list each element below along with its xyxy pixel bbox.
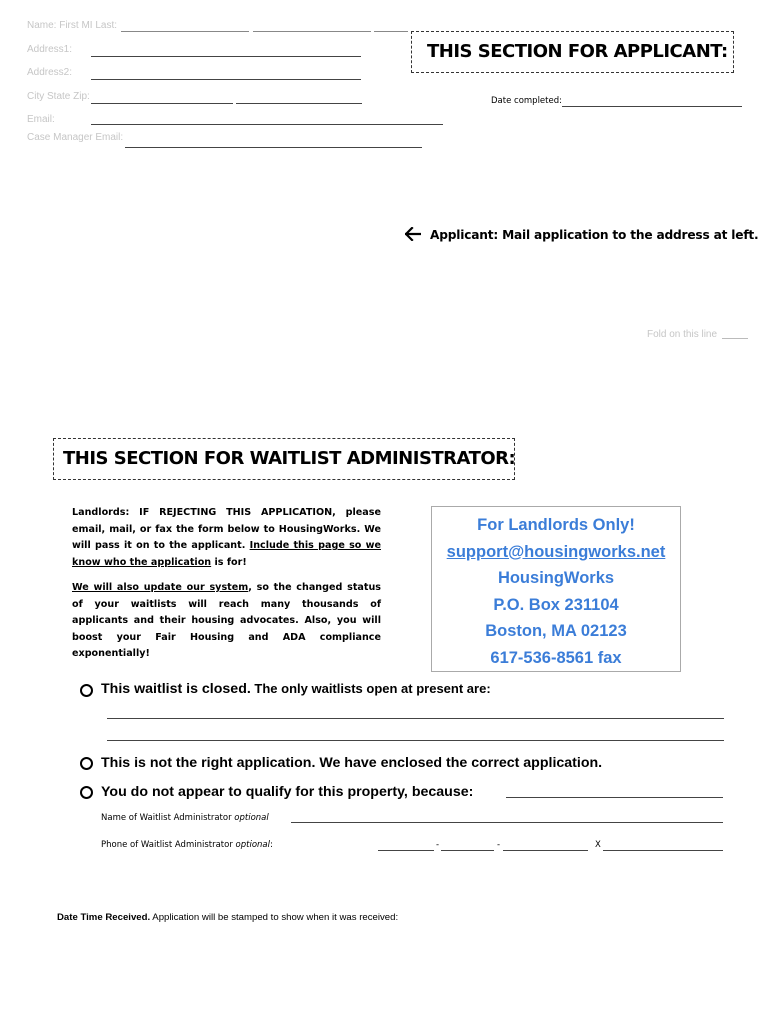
phone-area-code-line[interactable] <box>378 850 434 851</box>
phone-prefix-line[interactable] <box>441 850 494 851</box>
waitlist-closed-rest: The only waitlists open at present are: <box>250 681 491 696</box>
address1-line[interactable] <box>91 56 361 57</box>
waitlist-closed-bold: This waitlist is closed. <box>101 681 251 697</box>
not-qualify-option: You do not appear to qualify for this property, because: <box>101 784 474 800</box>
admin-section-box <box>53 438 515 480</box>
not-qualify-reason-line[interactable] <box>506 797 723 798</box>
admin-phone-colon: : <box>269 840 273 850</box>
city-state: Boston, MA 02123 <box>485 622 627 640</box>
wrong-application-option: This is not the right application. We have enclosed the correct application. <box>101 755 603 771</box>
date-time-received-bold: Date Time Received. <box>57 912 151 923</box>
para1-text: Landlords: IF REJECTING THIS APPLICATION, please email, mail, or fax the form below to HousingWorks. We will pass it on to the applicant. <box>72 507 381 551</box>
phone-dash-2: - <box>497 840 501 850</box>
name-mi-line[interactable] <box>253 31 371 32</box>
city-line[interactable] <box>91 103 233 104</box>
para1-text-end: is for! <box>211 556 247 568</box>
admin-phone-label <box>101 840 273 850</box>
phone-ext-line[interactable] <box>603 850 723 851</box>
date-completed-line[interactable] <box>562 106 742 107</box>
landlord-contact-box <box>431 506 681 672</box>
para1-underlined: Include this page so we know who the application <box>72 540 381 568</box>
landlord-only-heading: For Landlords Only! <box>477 516 635 534</box>
email-line[interactable] <box>91 124 443 125</box>
arrow-left-icon <box>405 227 421 246</box>
admin-name-optional: optional <box>234 813 269 823</box>
phone-line-number-line[interactable] <box>503 850 588 851</box>
mail-instruction: Applicant: Mail application to the address at left. <box>430 228 759 242</box>
admin-phone-optional: optional <box>235 840 270 850</box>
open-waitlists-line-2[interactable] <box>107 740 724 741</box>
system-update-paragraph <box>72 580 381 663</box>
name-label: Name: First MI Last: <box>27 20 118 31</box>
po-box: P.O. Box 231104 <box>493 595 619 614</box>
admin-name-label-text: Name of Waitlist Administrator <box>101 813 232 823</box>
address2-label: Address2: <box>27 67 73 78</box>
fold-line <box>722 338 748 339</box>
admin-section-title: THIS SECTION FOR WAITLIST ADMINISTRATOR: <box>63 448 516 469</box>
landlord-instructions-paragraph <box>72 505 381 571</box>
waitlist-closed-option <box>101 681 491 697</box>
case-manager-email-line[interactable] <box>125 147 422 148</box>
name-last-line[interactable] <box>374 31 408 32</box>
city-state-zip-label: City State Zip: <box>27 91 90 102</box>
phone-ext-label: X <box>595 840 601 850</box>
date-completed-label: Date completed: <box>491 96 562 106</box>
para2-text: , so the changed status of your waitlists will reach many thousands of applicants and their housing advocates. Also, you will boost your Fair Housing and ADA compliance exponentially! <box>72 582 381 659</box>
applicant-section-box <box>411 31 734 73</box>
admin-name-label <box>101 813 269 823</box>
address2-line[interactable] <box>91 79 361 80</box>
wrong-application-radio[interactable] <box>80 757 93 770</box>
email-label: Email: <box>27 114 55 125</box>
name-first-line[interactable] <box>121 31 249 32</box>
applicant-section-title: THIS SECTION FOR APPLICANT: <box>427 41 728 62</box>
para2-underlined: We will also update our system <box>72 582 249 593</box>
support-email-link[interactable]: support@housingworks.net <box>446 542 666 561</box>
case-manager-email-label: Case Manager Email: <box>27 132 124 143</box>
fold-label: Fold on this line <box>647 329 718 340</box>
admin-phone-label-text: Phone of Waitlist Administrator <box>101 840 233 850</box>
open-waitlists-line-1[interactable] <box>107 718 724 719</box>
phone-dash-1: - <box>436 840 440 850</box>
date-time-received <box>57 912 398 923</box>
fax-number: 617-536-8561 fax <box>490 648 622 667</box>
waitlist-closed-radio[interactable] <box>80 684 93 697</box>
org-name: HousingWorks <box>497 569 615 587</box>
date-time-received-text: Application will be stamped to show when it was received: <box>150 912 399 923</box>
state-zip-line[interactable] <box>236 103 362 104</box>
admin-name-line[interactable] <box>291 822 723 823</box>
not-qualify-radio[interactable] <box>80 786 93 799</box>
address1-label: Address1: <box>27 44 73 55</box>
